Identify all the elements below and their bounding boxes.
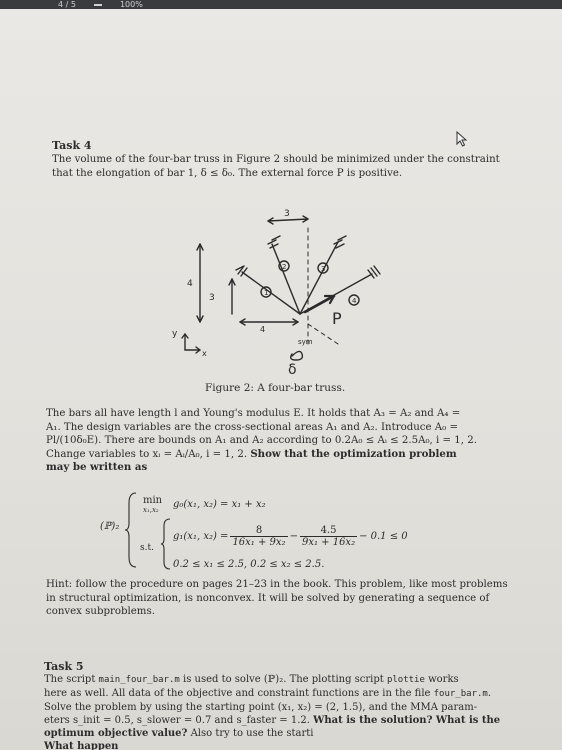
task4-body-line2: A₁. The design variables are the cross-sectional areas A₁ and A₂. Introduce A₀ =	[46, 421, 458, 433]
constraint-brace-icon	[160, 517, 172, 571]
bar2-label: 2	[282, 263, 287, 271]
task5-line6: What happen	[44, 741, 119, 750]
delta-label: δ	[288, 362, 297, 378]
task5-line1	[44, 673, 516, 687]
toolbar-separator	[94, 4, 102, 6]
task4-body-line1: The bars all have length l and Young's modulus E. It holds that A₃ = A₂ and A₄ =	[46, 408, 461, 419]
variable-bounds: 0.2 ≤ x₁ ≤ 2.5, 0.2 ≤ x₂ ≤ 2.5.	[173, 559, 325, 570]
min-operator	[143, 495, 162, 514]
task5-line1-a: The script	[44, 674, 99, 685]
g1-num1: 8	[230, 525, 287, 537]
task5-body	[44, 673, 516, 750]
file-name-four-bar: four_bar.m	[433, 689, 488, 699]
task5-line2-b: .	[487, 688, 492, 699]
task4-body-line5-bold: may be written as	[46, 461, 148, 473]
task5-line4-a: eters s_init = 0.5, s_slower = 0.7 and s_faster = 1.2.	[44, 715, 314, 726]
axis-y-label: y	[172, 329, 178, 339]
dim-top-label: 3	[284, 209, 290, 219]
hint-text	[46, 578, 518, 619]
zoom-level[interactable]: 100%	[119, 0, 143, 9]
g1-num2: 4.5	[300, 525, 357, 537]
task5-line4	[44, 714, 516, 727]
task4-body-line4	[46, 448, 518, 462]
document-page	[0, 9, 562, 750]
constraint-g1	[173, 525, 408, 548]
objective-function: g₀(x₁, x₂) = x₁ + x₂	[173, 499, 266, 510]
g1-lhs: g₁(x₁, x₂) =	[173, 531, 229, 542]
script-name-main: main_four_bar.m	[98, 675, 180, 685]
task5-line1-c: works	[424, 674, 459, 685]
task5-line2	[44, 687, 516, 701]
task5-line1-b: is used to solve (ℙ)₂. The plotting script	[179, 674, 387, 685]
task5-line2-a: here as well. All data of the objective and constraint functions are in the file	[44, 688, 434, 699]
g1-den1: 16x₁ + 9x₂	[232, 537, 286, 548]
task4-body-line3: Pl/(10δ₀E). There are bounds on A₁ and A₂ according to 0.2A₀ ≤ Aᵢ ≤ 2.5A₀, i = 1, 2.	[46, 435, 477, 446]
dim-mid-label: 3	[209, 293, 215, 303]
g1-fraction-1	[230, 525, 287, 548]
page-indicator[interactable]: 4 / 5	[58, 0, 76, 9]
task4-intro-line2: that the elongation of bar 1, δ ≤ δ₀. The external force P is positive.	[52, 167, 403, 179]
task5-line4-bold: What is the solution? What is the	[313, 715, 501, 726]
task5-line3: Solve the problem by using the starting point (x₁, x₂) = (2, 1.5), and the MMA param-	[44, 702, 478, 713]
dim-left-label: 4	[187, 279, 193, 289]
pdf-viewer-toolbar	[0, 0, 562, 9]
problem-brace-icon	[124, 491, 138, 569]
hint-line2: in structural optimization, is nonconvex. It will be solved by generating a sequence of	[46, 592, 490, 604]
min-label: min	[143, 495, 163, 506]
script-name-plottie: plottie	[386, 675, 425, 685]
problem-label: (ℙ)₂	[100, 521, 120, 532]
mouse-cursor-icon	[456, 131, 468, 147]
task5-line5-b: Also try to use the starti	[187, 728, 314, 739]
g1-fraction-2	[300, 525, 357, 548]
task4-title: Task 4	[52, 139, 92, 152]
min-subscript: x₁,x₂	[143, 506, 159, 514]
task5-line5-bold: optimum objective value?	[44, 728, 188, 739]
truss-figure	[160, 204, 400, 379]
force-label: P	[332, 309, 342, 328]
g1-den2: 9x₁ + 16x₂	[301, 537, 356, 548]
bar1-label: 1	[264, 289, 269, 297]
dim-bottom-label: 4	[260, 325, 266, 334]
bar3-label: 3	[321, 265, 326, 273]
task4-body-line4-text: Change variables to xᵢ = Aᵢ/A₀, i = 1, 2.	[46, 448, 251, 460]
axis-x-label: x	[202, 349, 207, 358]
task5-title: Task 5	[44, 660, 84, 673]
task4-body-line5	[46, 461, 518, 475]
hint-line3: convex subproblems.	[46, 606, 155, 617]
g1-tail: − 0.1 ≤ 0	[359, 531, 408, 542]
hint-line1: Hint: follow the procedure on pages 21–23 in the book. This problem, like most problems	[46, 579, 508, 590]
task4-body-line4-bold: Show that the optimization problem	[250, 447, 457, 460]
task4-body	[46, 407, 518, 475]
bar4-label: 4	[352, 297, 357, 305]
figure-caption: Figure 2: A four-bar truss.	[205, 382, 346, 394]
symmetry-label: sym	[298, 338, 313, 346]
subject-to-label: s.t.	[140, 543, 154, 553]
g1-minus: −	[289, 531, 298, 542]
task5-line5	[44, 727, 516, 740]
task4-intro	[52, 153, 524, 180]
task4-intro-line1: The volume of the four-bar truss in Figure 2 should be minimized under the constraint	[52, 154, 500, 165]
